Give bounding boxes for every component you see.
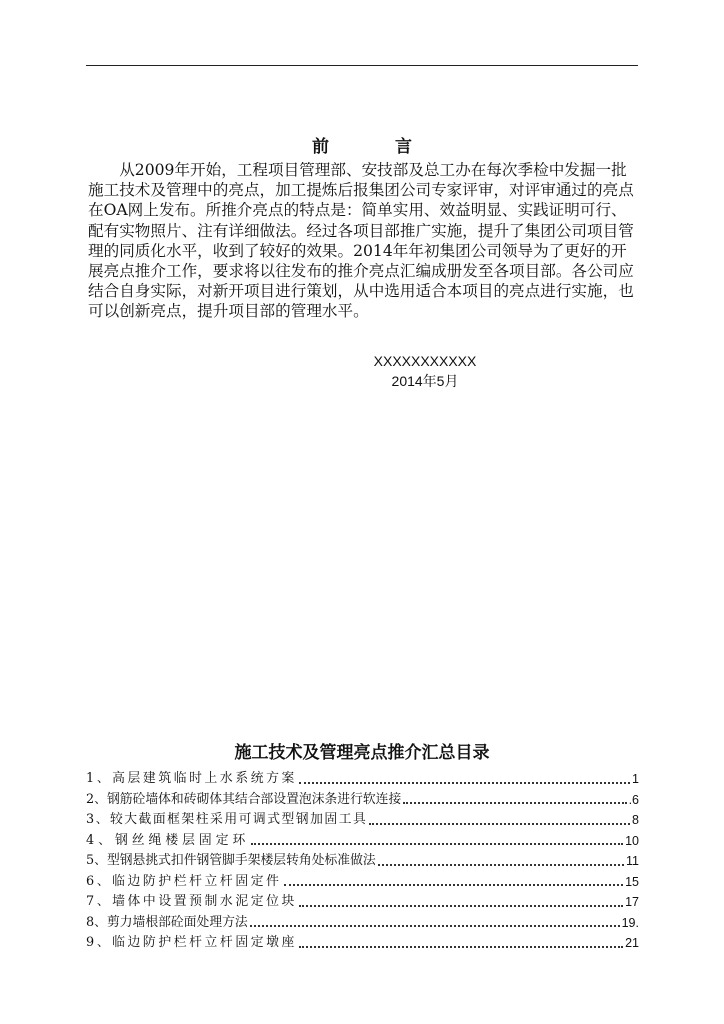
header-rule: [86, 65, 638, 66]
toc-entry[interactable]: [86, 851, 639, 872]
toc-entry-label: 7、墙体中设置预制水泥定位块: [86, 894, 297, 909]
toc-list: [86, 769, 639, 954]
toc-entry-page: 19.: [621, 915, 639, 930]
toc-entry[interactable]: [86, 913, 639, 934]
toc-entry-page: 8: [632, 813, 639, 827]
toc-entry-label: 3、较大截面框架柱采用可调式型钢加固工具: [86, 812, 368, 827]
preface-title: 前 言: [312, 137, 442, 157]
toc-leader: [299, 782, 630, 784]
signature-name: XXXXXXXXXXX: [373, 353, 477, 369]
preface-body: [88, 160, 638, 322]
signature: [370, 351, 480, 391]
toc-entry-label: 9、临边防护栏杆立杆固定墩座: [86, 935, 297, 950]
toc-title: 施工技术及管理亮点推介汇总目录: [234, 743, 490, 763]
toc-leader: [284, 884, 624, 886]
toc-entry-label: 4、钢丝绳楼层固定环: [86, 832, 250, 848]
toc-entry-page: 1: [632, 772, 639, 786]
toc-entry-label: 5、型钢悬挑式扣件钢管脚手架楼层转角处标准做法: [86, 853, 376, 868]
toc-entry-label: 8、剪力墙根部砼面处理方法: [86, 914, 248, 930]
toc-leader: [299, 946, 623, 948]
toc-entry-page: 11: [626, 854, 639, 868]
toc-leader: [369, 823, 630, 825]
toc-leader: [250, 925, 620, 927]
toc-entry-label: 6、临边防护栏杆立杆固定件: [86, 873, 282, 889]
toc-entry[interactable]: [86, 790, 639, 811]
toc-entry-page: .6: [628, 792, 639, 807]
toc-entry[interactable]: [86, 810, 639, 831]
toc-entry-page: 15: [625, 874, 639, 889]
signature-date: 2014年5月: [391, 373, 459, 389]
toc-leader: [299, 905, 623, 907]
toc-leader: [403, 802, 626, 804]
toc-leader: [378, 864, 624, 866]
toc-entry[interactable]: [86, 769, 639, 790]
toc-leader: [251, 843, 623, 845]
toc-entry-label: 1、高层建筑临时上水系统方案: [86, 771, 297, 786]
toc-entry[interactable]: [86, 872, 639, 893]
toc-entry[interactable]: [86, 892, 639, 913]
toc-entry[interactable]: [86, 933, 639, 954]
toc-entry[interactable]: [86, 831, 639, 852]
toc-entry-label: 2、钢筋砼墙体和砖砌体其结合部设置泡沫条进行软连接: [86, 791, 402, 807]
toc-entry-page: 21: [625, 936, 639, 950]
toc-entry-page: 10: [625, 833, 639, 848]
toc-entry-page: 17: [625, 895, 639, 909]
preface-paragraph: 从2009年开始，工程项目管理部、安技部及总工办在每次季检中发掘一批施工技术及管理中的亮点，加工提炼后报集团公司专家评审，对评审通过的亮点在OA网上发布。所推介亮点的特点是：简单实用、效益明显、实践证明可行、配有实物照片、注有详细做法。经过各项目部推广实施，提升了集团公司项目管理的同质化水平，收到了较好的效果。2014年年初集团公司领导为了更好的开展亮点推介工作，要求将以往发布的推介亮点汇编成册发至各项目部。各公司应结合自身实际，对新开项目进行策划，从中选用适合本项目的亮点进行实施，也可以创新亮点，提升项目部的管理水平。: [88, 161, 634, 321]
